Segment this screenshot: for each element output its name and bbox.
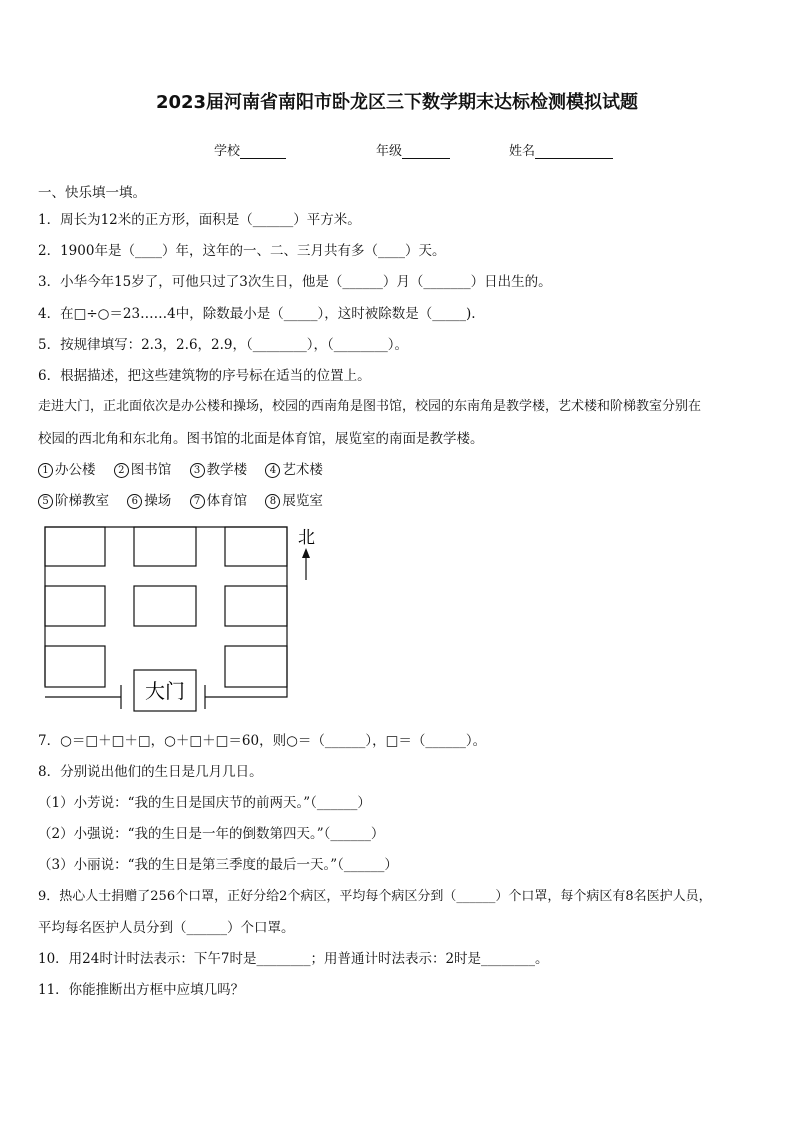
number-circle-icon: 6	[127, 494, 142, 509]
building-item: 4 艺术楼	[265, 462, 323, 478]
question-7: 7．○＝□＋□＋□，○＋□＋□＝60，则○＝（______），□＝（______）。	[38, 733, 487, 749]
campus-wall	[45, 527, 287, 697]
building-item: 5 阶梯教室	[38, 493, 109, 509]
question-8-part-1: （1）小芳说：“我的生日是国庆节的前两天。”（______）	[38, 795, 371, 811]
north-label: 北	[298, 528, 315, 548]
gate-label: 大门	[145, 679, 185, 703]
number-circle-icon: 7	[190, 494, 205, 509]
number-circle-icon: 4	[265, 463, 280, 478]
building-item: 8 展览室	[265, 493, 323, 509]
map-slot-north[interactable]	[134, 527, 196, 566]
question-8-part-3: （3）小丽说：“我的生日是第三季度的最后一天。”（______）	[38, 857, 398, 873]
question-8-part-2: （2）小强说：“我的生日是一年的倒数第四天。”（______）	[38, 826, 385, 842]
building-item: 7 体育馆	[190, 493, 248, 509]
question-1: 1．周长为12米的正方形，面积是（______）平方米。	[38, 212, 361, 228]
school-label: 学校	[214, 144, 241, 159]
map-slot-southwest[interactable]	[45, 646, 105, 687]
map-slot-northeast[interactable]	[225, 527, 287, 566]
section-heading: 一、快乐填一填。	[38, 185, 146, 201]
page-title: 2023届河南省南阳市卧龙区三下数学期末达标检测模拟试题	[155, 92, 639, 113]
map-slot-southeast[interactable]	[225, 646, 287, 687]
map-slot-east[interactable]	[225, 586, 287, 626]
question-9: 9．热心人士捐赠了256个口罩，正好分给2个病区，平均每个病区分到（______）个口罩，每个病区有8名医护人员，	[38, 889, 712, 904]
question-11: 11．你能推断出方框中应填几吗？	[38, 982, 245, 998]
map-slot-center[interactable]	[134, 586, 196, 626]
building-item: 6 操场	[127, 493, 171, 509]
number-circle-icon: 5	[38, 494, 53, 509]
building-item: 2 图书馆	[114, 462, 172, 478]
question-6-desc-2: 校园的西北角和东北角。图书馆的北面是体育馆，展览室的南面是教学楼。	[38, 431, 484, 447]
map-slot-west[interactable]	[45, 586, 105, 626]
number-circle-icon: 2	[114, 463, 129, 478]
question-10: 10．用24时计时法表示：下午7时是________；用普通计时法表示：2时是________。	[38, 951, 549, 967]
question-5: 5．按规律填写：2.3，2.6，2.9，（________），（________）。	[38, 337, 408, 353]
question-3: 3．小华今年15岁了，可他只过了3次生日，他是（______）月（_______）日出生的。	[38, 274, 552, 290]
question-4: 4．在□÷○＝23……4中，除数最小是（_____），这时被除数是（_____).	[38, 306, 476, 322]
map-slot-northwest[interactable]	[45, 527, 105, 566]
name-label: 姓名	[509, 144, 536, 159]
grade-label: 年级	[376, 144, 403, 159]
question-8: 8．分别说出他们的生日是几月几日。	[38, 764, 263, 780]
number-circle-icon: 1	[38, 463, 53, 478]
question-9-cont: 平均每名医护人员分到（______）个口罩。	[38, 920, 295, 936]
question-6: 6．根据描述，把这些建筑物的序号标在适当的位置上。	[38, 368, 371, 384]
question-2: 2．1900年是（____）年，这年的一、二、三月共有多（____）天。	[38, 243, 446, 259]
arrow-head-icon	[302, 548, 310, 558]
building-item: 1 办公楼	[38, 462, 96, 478]
question-6-desc-1: 走进大门，正北面依次是办公楼和操场，校园的西南角是图书馆，校园的东南角是教学楼，艺术楼和阶梯教室分别在	[38, 399, 702, 414]
number-circle-icon: 8	[265, 494, 280, 509]
building-item: 3 教学楼	[190, 462, 248, 478]
number-circle-icon: 3	[190, 463, 205, 478]
